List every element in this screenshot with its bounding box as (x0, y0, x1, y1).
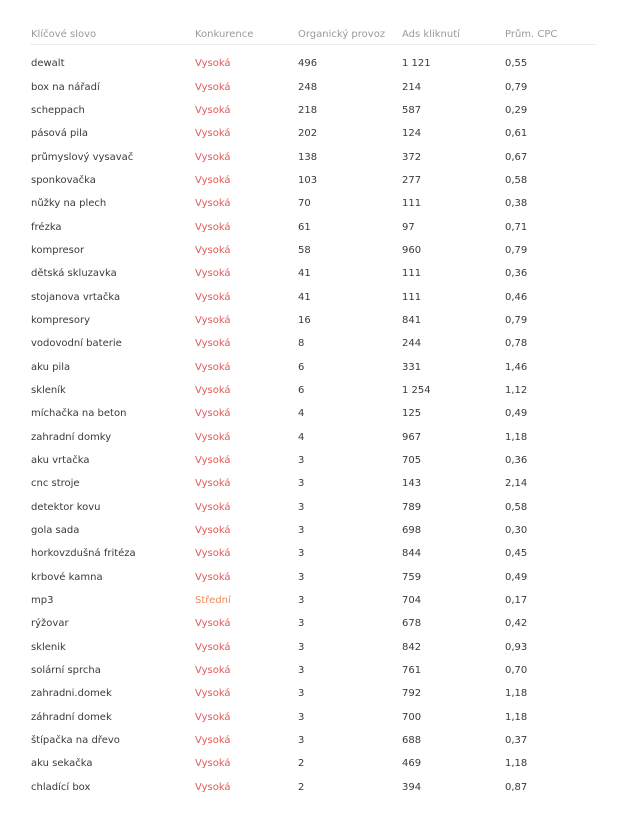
organic-traffic-cell: 58 (298, 244, 311, 256)
organic-traffic-cell: 4 (298, 408, 305, 420)
organic-traffic-cell: 3 (298, 665, 305, 677)
competition-cell: Vysoká (195, 58, 231, 70)
table-row (30, 682, 596, 705)
table-row (30, 589, 596, 612)
avg-cpc-cell: 0,79 (505, 81, 528, 93)
ads-clicks-cell: 244 (402, 338, 422, 350)
avg-cpc-cell: 0,58 (505, 501, 528, 513)
competition-cell: Vysoká (195, 338, 231, 350)
keyword-cell[interactable]: dětská skluzavka (31, 268, 117, 280)
keyword-cell[interactable]: aku vrtačka (31, 455, 90, 467)
keyword-cell[interactable]: štípačka na dřevo (31, 735, 120, 747)
competition-cell: Vysoká (195, 291, 231, 303)
avg-cpc-cell: 0,79 (505, 314, 528, 326)
avg-cpc-cell: 0,49 (505, 571, 528, 583)
keyword-cell[interactable]: solární sprcha (31, 665, 101, 677)
ads-clicks-cell: 842 (402, 641, 422, 653)
ads-clicks-cell: 124 (402, 128, 422, 140)
keyword-cell[interactable]: gola sada (31, 525, 80, 537)
competition-cell: Vysoká (195, 455, 231, 467)
ads-clicks-cell: 97 (402, 221, 415, 233)
competition-cell: Vysoká (195, 361, 231, 373)
organic-traffic-cell: 103 (298, 174, 318, 186)
table-row (30, 309, 596, 332)
table-body (30, 52, 596, 799)
avg-cpc-cell: 0,58 (505, 174, 528, 186)
table-row (30, 52, 596, 75)
competition-cell: Vysoká (195, 688, 231, 700)
table-row (30, 636, 596, 659)
avg-cpc-cell: 0,29 (505, 104, 528, 116)
keyword-cell[interactable]: sklenik (31, 641, 66, 653)
avg-cpc-cell: 0,49 (505, 408, 528, 420)
organic-traffic-cell: 41 (298, 291, 311, 303)
avg-cpc-cell: 0,87 (505, 781, 528, 793)
organic-traffic-cell: 3 (298, 595, 305, 607)
organic-traffic-cell: 2 (298, 781, 305, 793)
keyword-table (30, 25, 596, 799)
competition-cell: Vysoká (195, 128, 231, 140)
organic-traffic-cell: 3 (298, 571, 305, 583)
avg-cpc-cell: 1,18 (505, 431, 528, 443)
table-row (30, 612, 596, 635)
avg-cpc-cell: 0,36 (505, 268, 528, 280)
ads-clicks-cell: 331 (402, 361, 422, 373)
avg-cpc-cell: 0,67 (505, 151, 528, 163)
table-row (30, 566, 596, 589)
organic-traffic-cell: 202 (298, 128, 318, 140)
organic-traffic-cell: 3 (298, 618, 305, 630)
competition-cell: Vysoká (195, 711, 231, 723)
keyword-cell[interactable]: vodovodní baterie (31, 338, 122, 350)
avg-cpc-cell: 0,37 (505, 735, 528, 747)
table-row (30, 192, 596, 215)
keyword-cell[interactable]: cnc stroje (31, 478, 80, 490)
ads-clicks-cell: 469 (402, 758, 422, 770)
table-row (30, 659, 596, 682)
organic-traffic-cell: 3 (298, 501, 305, 513)
competition-cell: Vysoká (195, 618, 231, 630)
competition-cell: Vysoká (195, 384, 231, 396)
avg-cpc-cell: 2,14 (505, 478, 528, 490)
keyword-cell[interactable]: mp3 (31, 595, 54, 607)
keyword-cell[interactable]: průmyslový vysavač (31, 151, 134, 163)
table-row (30, 426, 596, 449)
competition-cell: Vysoká (195, 151, 231, 163)
competition-cell: Vysoká (195, 501, 231, 513)
competition-cell: Vysoká (195, 198, 231, 210)
header-avg-cpc[interactable]: Prům. CPC (505, 28, 558, 40)
competition-cell: Vysoká (195, 548, 231, 560)
competition-cell: Vysoká (195, 781, 231, 793)
organic-traffic-cell: 70 (298, 198, 311, 210)
ads-clicks-cell: 111 (402, 198, 422, 210)
competition-cell: Vysoká (195, 735, 231, 747)
avg-cpc-cell: 0,46 (505, 291, 528, 303)
organic-traffic-cell: 3 (298, 455, 305, 467)
table-row (30, 355, 596, 378)
organic-traffic-cell: 3 (298, 711, 305, 723)
organic-traffic-cell: 3 (298, 525, 305, 537)
table-row (30, 542, 596, 565)
table-row (30, 99, 596, 122)
competition-cell: Vysoká (195, 408, 231, 420)
competition-cell: Vysoká (195, 758, 231, 770)
ads-clicks-cell: 792 (402, 688, 422, 700)
table-row (30, 169, 596, 192)
keyword-cell[interactable]: skleník (31, 384, 66, 396)
ads-clicks-cell: 761 (402, 665, 422, 677)
keyword-cell[interactable]: kompresor (31, 244, 85, 256)
competition-cell: Vysoká (195, 104, 231, 116)
competition-cell: Vysoká (195, 525, 231, 537)
table-row (30, 122, 596, 145)
ads-clicks-cell: 143 (402, 478, 422, 490)
avg-cpc-cell: 0,70 (505, 665, 528, 677)
ads-clicks-cell: 688 (402, 735, 422, 747)
avg-cpc-cell: 0,42 (505, 618, 528, 630)
table-header (30, 25, 596, 45)
organic-traffic-cell: 8 (298, 338, 305, 350)
table-row (30, 332, 596, 355)
avg-cpc-cell: 0,45 (505, 548, 528, 560)
organic-traffic-cell: 3 (298, 735, 305, 747)
keyword-cell[interactable]: krbové kamna (31, 571, 103, 583)
competition-cell: Vysoká (195, 478, 231, 490)
table-row (30, 239, 596, 262)
avg-cpc-cell: 0,93 (505, 641, 528, 653)
keyword-cell[interactable]: stojanova vrtačka (31, 291, 121, 303)
avg-cpc-cell: 0,17 (505, 595, 528, 607)
avg-cpc-cell: 1,46 (505, 361, 528, 373)
header-competition[interactable]: Konkurence (195, 28, 254, 40)
table-row (30, 519, 596, 542)
table-row (30, 285, 596, 308)
organic-traffic-cell: 2 (298, 758, 305, 770)
ads-clicks-cell: 841 (402, 314, 422, 326)
organic-traffic-cell: 218 (298, 104, 318, 116)
organic-traffic-cell: 61 (298, 221, 311, 233)
table-row (30, 496, 596, 519)
ads-clicks-cell: 789 (402, 501, 422, 513)
organic-traffic-cell: 6 (298, 384, 305, 396)
ads-clicks-cell: 394 (402, 781, 422, 793)
ads-clicks-cell: 704 (402, 595, 422, 607)
ads-clicks-cell: 125 (402, 408, 422, 420)
table-row (30, 145, 596, 168)
competition-cell: Vysoká (195, 665, 231, 677)
ads-clicks-cell: 705 (402, 455, 422, 467)
keyword-cell[interactable]: aku pila (31, 361, 71, 373)
header-organic-traffic[interactable]: Organický provoz (298, 28, 386, 40)
keyword-cell[interactable]: kompresory (31, 314, 91, 326)
keyword-cell[interactable]: zahradni.domek (31, 688, 112, 700)
ads-clicks-cell: 698 (402, 525, 422, 537)
keyword-cell[interactable]: aku sekačka (31, 758, 93, 770)
ads-clicks-cell: 214 (402, 81, 422, 93)
keyword-cell[interactable]: frézka (31, 221, 62, 233)
avg-cpc-cell: 0,38 (505, 198, 528, 210)
organic-traffic-cell: 3 (298, 478, 305, 490)
ads-clicks-cell: 587 (402, 104, 422, 116)
avg-cpc-cell: 0,71 (505, 221, 528, 233)
table-row (30, 215, 596, 238)
table-row (30, 472, 596, 495)
keyword-cell[interactable]: detektor kovu (31, 501, 101, 513)
organic-traffic-cell: 4 (298, 431, 305, 443)
avg-cpc-cell: 0,55 (505, 58, 528, 70)
competition-cell: Vysoká (195, 641, 231, 653)
ads-clicks-cell: 759 (402, 571, 422, 583)
ads-clicks-cell: 844 (402, 548, 422, 560)
ads-clicks-cell: 700 (402, 711, 422, 723)
competition-cell: Vysoká (195, 174, 231, 186)
ads-clicks-cell: 678 (402, 618, 422, 630)
keyword-cell[interactable]: rýžovar (31, 618, 69, 630)
table-row (30, 262, 596, 285)
organic-traffic-cell: 248 (298, 81, 318, 93)
table-row (30, 706, 596, 729)
table-row (30, 449, 596, 472)
ads-clicks-cell: 967 (402, 431, 422, 443)
avg-cpc-cell: 1,18 (505, 758, 528, 770)
header-ads-clicks[interactable]: Ads kliknutí (402, 28, 460, 40)
organic-traffic-cell: 3 (298, 641, 305, 653)
keyword-cell[interactable]: scheppach (31, 104, 85, 116)
competition-cell: Vysoká (195, 221, 231, 233)
table-row (30, 729, 596, 752)
competition-cell: Vysoká (195, 268, 231, 280)
keyword-cell[interactable]: záhradní domek (31, 711, 112, 723)
table-row (30, 752, 596, 775)
organic-traffic-cell: 6 (298, 361, 305, 373)
keyword-cell[interactable]: box na nářadí (31, 81, 100, 93)
competition-cell: Vysoká (195, 314, 231, 326)
avg-cpc-cell: 1,18 (505, 711, 528, 723)
competition-cell: Vysoká (195, 81, 231, 93)
organic-traffic-cell: 3 (298, 548, 305, 560)
organic-traffic-cell: 41 (298, 268, 311, 280)
organic-traffic-cell: 496 (298, 58, 318, 70)
avg-cpc-cell: 0,30 (505, 525, 528, 537)
competition-cell: Vysoká (195, 244, 231, 256)
competition-cell: Vysoká (195, 431, 231, 443)
table-row (30, 379, 596, 402)
keyword-cell[interactable]: horkovzdušná fritéza (31, 548, 136, 560)
ads-clicks-cell: 277 (402, 174, 422, 186)
keyword-cell[interactable]: míchačka na beton (31, 408, 127, 420)
ads-clicks-cell: 1 254 (402, 384, 431, 396)
avg-cpc-cell: 1,12 (505, 384, 528, 396)
organic-traffic-cell: 16 (298, 314, 311, 326)
table-row (30, 776, 596, 799)
avg-cpc-cell: 0,79 (505, 244, 528, 256)
avg-cpc-cell: 1,18 (505, 688, 528, 700)
keyword-cell[interactable]: zahradní domky (31, 431, 112, 443)
keyword-cell[interactable]: sponkovačka (31, 174, 96, 186)
ads-clicks-cell: 111 (402, 291, 422, 303)
ads-clicks-cell: 960 (402, 244, 422, 256)
ads-clicks-cell: 1 121 (402, 58, 431, 70)
avg-cpc-cell: 0,36 (505, 455, 528, 467)
competition-cell: Střední (195, 595, 231, 607)
organic-traffic-cell: 138 (298, 151, 318, 163)
table-row (30, 75, 596, 98)
avg-cpc-cell: 0,61 (505, 128, 528, 140)
header-keyword[interactable]: Klíčové slovo (31, 28, 97, 40)
keyword-cell[interactable]: nůžky na plech (31, 198, 107, 210)
keyword-cell[interactable]: pásová pila (31, 128, 89, 140)
keyword-cell[interactable]: dewalt (31, 58, 65, 70)
ads-clicks-cell: 372 (402, 151, 422, 163)
organic-traffic-cell: 3 (298, 688, 305, 700)
avg-cpc-cell: 0,78 (505, 338, 528, 350)
keyword-cell[interactable]: chladící box (31, 781, 91, 793)
ads-clicks-cell: 111 (402, 268, 422, 280)
competition-cell: Vysoká (195, 571, 231, 583)
table-row (30, 402, 596, 425)
